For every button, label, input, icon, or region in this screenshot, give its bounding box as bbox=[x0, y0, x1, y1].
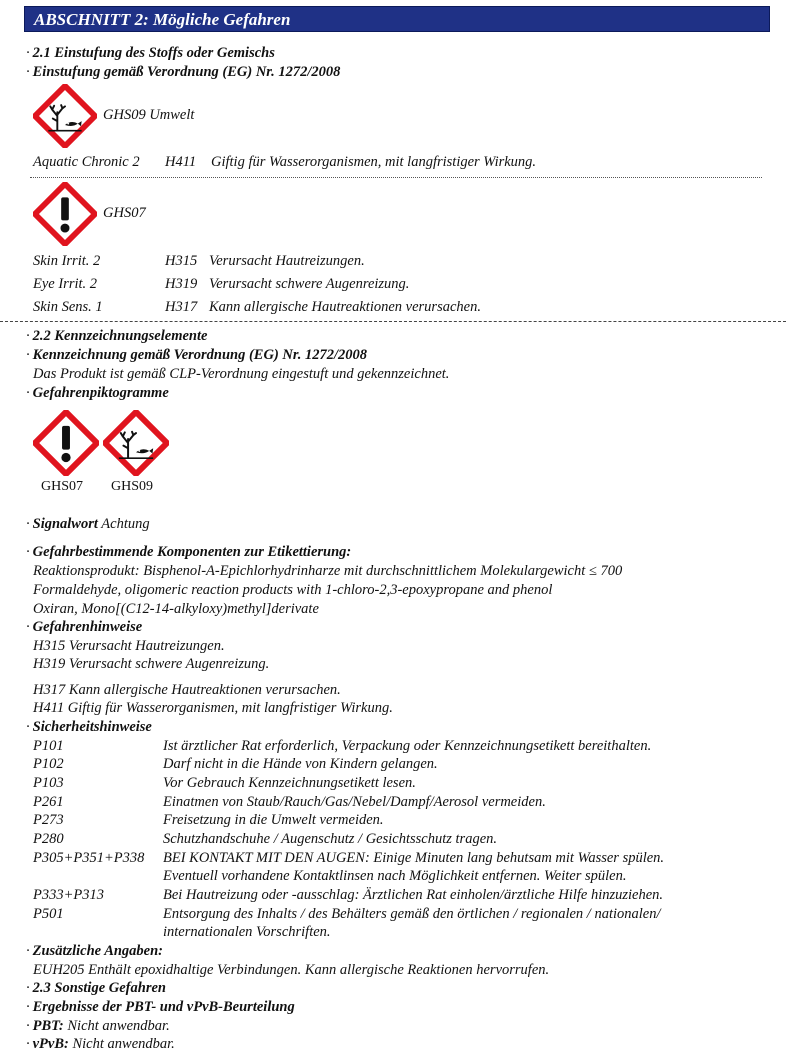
components-title: · Gefahrbestimmende Komponenten zur Etikettierung: bbox=[26, 544, 352, 560]
pictograms-title: · Gefahrenpiktogramme bbox=[26, 385, 169, 401]
class-name: Skin Irrit. 2 bbox=[33, 253, 101, 269]
precaution-code: P101 bbox=[33, 738, 64, 754]
precaution-code: P103 bbox=[33, 775, 64, 791]
precaution-text: Eventuell vorhandene Kontaktlinsen nach Möglichkeit entfernen. Weiter spülen. bbox=[163, 868, 627, 884]
section-2-2-subtitle: · Kennzeichnung gemäß Verordnung (EG) Nr. 1272/2008 bbox=[26, 347, 367, 363]
section-2-2-title: · 2.2 Kennzeichnungselemente bbox=[26, 328, 208, 344]
pictogram-caption: GHS07 bbox=[41, 479, 84, 494]
pictogram-caption: GHS09 bbox=[111, 479, 154, 494]
hazard-line: H411 Giftig für Wasserorganismen, mit langfristiger Wirkung. bbox=[33, 700, 393, 716]
precaution-text: Entsorgung des Inhalts / des Behälters gemäß den örtlichen / regionalen / nationalen/ bbox=[163, 906, 661, 922]
section-2-1-title: · 2.1 Einstufung des Stoffs oder Gemischs bbox=[26, 45, 275, 61]
precaution-code: P501 bbox=[33, 906, 64, 922]
precaution-title: · Sicherheitshinweise bbox=[26, 719, 152, 735]
hazard-line: H319 Verursacht schwere Augenreizung. bbox=[33, 656, 270, 672]
dashed-divider bbox=[0, 321, 786, 322]
ghs09-label: GHS09 Umwelt bbox=[103, 107, 195, 123]
pbt-row: · PBT: Nicht anwendbar. bbox=[26, 1018, 170, 1034]
dotted-divider bbox=[30, 177, 762, 178]
precaution-text: Einatmen von Staub/Rauch/Gas/Nebel/Dampf/Aerosol vermeiden. bbox=[163, 794, 546, 810]
class-text: Verursacht schwere Augenreizung. bbox=[209, 276, 410, 292]
ghs07-exclamation-icon bbox=[33, 410, 99, 476]
precaution-text: Ist ärztlicher Rat erforderlich, Verpackung oder Kennzeichnungsetikett bereithalten. bbox=[163, 738, 652, 754]
clp-text: Das Produkt ist gemäß CLP-Verordnung eingestuft und gekennzeichnet. bbox=[33, 366, 450, 382]
precaution-text: Darf nicht in die Hände von Kindern gelangen. bbox=[163, 756, 438, 772]
section-header-banner bbox=[24, 6, 770, 32]
precaution-text: internationalen Vorschriften. bbox=[163, 924, 331, 940]
vpvb-row: · vPvB: Nicht anwendbar. bbox=[26, 1036, 175, 1052]
precaution-code: P305+P351+P338 bbox=[33, 850, 145, 866]
aquatic-class: Aquatic Chronic 2 bbox=[33, 154, 140, 170]
class-name: Skin Sens. 1 bbox=[33, 299, 103, 315]
aquatic-text: Giftig für Wasserorganismen, mit langfristiger Wirkung. bbox=[211, 154, 537, 170]
section-2-1-subtitle: · Einstufung gemäß Verordnung (EG) Nr. 1272/2008 bbox=[26, 64, 341, 80]
precaution-text: Bei Hautreizung oder -ausschlag: Ärztlichen Rat einholen/ärztliche Hilfe hinzuziehen. bbox=[163, 887, 664, 903]
component-line: Formaldehyde, oligomeric reaction products with 1-chloro-2,3-epoxypropane and phenol bbox=[33, 582, 553, 598]
component-line: Oxiran, Mono[(C12-14-alkyloxy)methyl]derivate bbox=[33, 601, 319, 617]
precaution-code: P333+P313 bbox=[33, 887, 104, 903]
precaution-text: Freisetzung in die Umwelt vermeiden. bbox=[163, 812, 384, 828]
hazard-line: H315 Verursacht Hautreizungen. bbox=[33, 638, 225, 654]
class-text: Kann allergische Hautreaktionen verursachen. bbox=[209, 299, 481, 315]
ghs09-environment-icon bbox=[33, 84, 97, 148]
section-title: ABSCHNITT 2: Mögliche Gefahren bbox=[34, 10, 291, 29]
precaution-code: P273 bbox=[33, 812, 64, 828]
section-2-3-title: · 2.3 Sonstige Gefahren bbox=[26, 980, 166, 996]
ghs07-label: GHS07 bbox=[103, 205, 146, 221]
hazard-line: H317 Kann allergische Hautreaktionen verursachen. bbox=[33, 682, 341, 698]
hazard-title: · Gefahrenhinweise bbox=[26, 619, 143, 635]
additional-text: EUH205 Enthält epoxidhaltige Verbindungen. Kann allergische Reaktionen hervorrufen. bbox=[33, 962, 550, 978]
ghs07-exclamation-icon bbox=[33, 182, 97, 246]
class-name: Eye Irrit. 2 bbox=[33, 276, 98, 292]
signal-word: · Signalwort Achtung bbox=[26, 516, 150, 532]
class-code: H317 bbox=[165, 299, 198, 315]
ghs09-environment-icon bbox=[103, 410, 169, 476]
precaution-code: P280 bbox=[33, 831, 64, 847]
precaution-text: Vor Gebrauch Kennzeichnungsetikett lesen. bbox=[163, 775, 416, 791]
class-code: H319 bbox=[165, 276, 198, 292]
pbt-title: · Ergebnisse der PBT- und vPvB-Beurteilung bbox=[26, 999, 295, 1015]
precaution-text: BEI KONTAKT MIT DEN AUGEN: Einige Minuten lang behutsam mit Wasser spülen. bbox=[163, 850, 665, 866]
aquatic-code: H411 bbox=[165, 154, 197, 170]
precaution-text: Schutzhandschuhe / Augenschutz / Gesichtsschutz tragen. bbox=[163, 831, 498, 847]
precaution-code: P102 bbox=[33, 756, 64, 772]
additional-title: · Zusätzliche Angaben: bbox=[26, 943, 164, 959]
component-line: Reaktionsprodukt: Bisphenol-A-Epichlorhydrinharze mit durchschnittlichem Molekulargewicht ≤ 700 bbox=[33, 563, 623, 579]
class-text: Verursacht Hautreizungen. bbox=[209, 253, 365, 269]
precaution-code: P261 bbox=[33, 794, 64, 810]
class-code: H315 bbox=[165, 253, 198, 269]
